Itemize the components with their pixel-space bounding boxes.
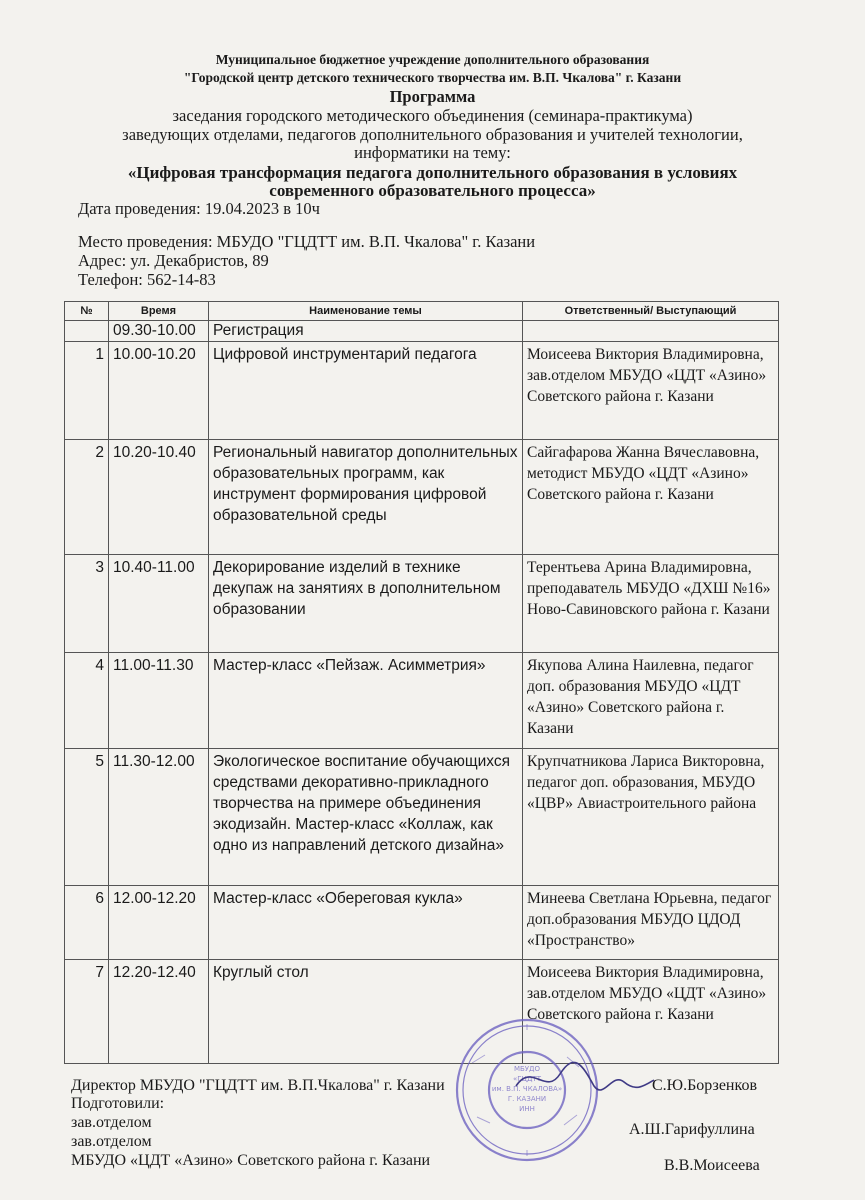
row-responsible: Минеева Светлана Юрьевна, педагог доп.образования МБУДО ЦДОД «Пространство» [523, 886, 779, 960]
row-time: 10.00-10.20 [109, 342, 209, 440]
program-table [64, 301, 779, 1064]
table-row [65, 960, 779, 1064]
registration-label: Регистрация [209, 321, 523, 342]
row-num: 1 [65, 342, 109, 440]
row-time: 12.20-12.40 [109, 960, 209, 1064]
svg-text:Г. КАЗАНИ: Г. КАЗАНИ [507, 1095, 547, 1103]
table-row [65, 342, 779, 440]
col-topic-header: Наименование темы [209, 302, 523, 321]
row-topic: Экологическое воспитание обучающихся средствами декоративно-прикладного творчества на примере объединения экодизайн. Мастер-класс «Коллаж, как одно из направлений детского дизайна» [209, 749, 523, 886]
desc-line-2: заведующих отделами, педагогов дополнительного образования и учителей технологии, [122, 125, 743, 144]
registration-row [65, 321, 779, 342]
table-row [65, 749, 779, 886]
row-num: 2 [65, 440, 109, 555]
row-topic: Региональный навигатор дополнительных образовательных программ, как инструмент формирования цифровой образовательной среды [209, 440, 523, 555]
row-time: 12.00-12.20 [109, 886, 209, 960]
registration-time: 09.30-10.00 [109, 321, 209, 342]
table-header-row [65, 302, 779, 321]
director-signature [512, 1056, 657, 1104]
event-date: Дата проведения: 19.04.2023 в 10ч [78, 199, 320, 218]
svg-text:им. В.П. ЧКАЛОВА»: им. В.П. ЧКАЛОВА» [491, 1085, 563, 1093]
row-num: 7 [65, 960, 109, 1064]
row-responsible: Моисеева Виктория Владимировна, зав.отделом МБУДО «ЦДТ «Азино» Советского района г. Казани [523, 342, 779, 440]
row-responsible: Сайгафарова Жанна Вячеславовна, методист МБУДО «ЦДТ «Азино» Советского района г. Казани [523, 440, 779, 555]
row-topic: Мастер-класс «Обереговая кукла» [209, 886, 523, 960]
topic-line-2: современного образовательного процесса» [269, 181, 596, 200]
event-address: Адрес: ул. Декабристов, 89 [78, 251, 269, 270]
desc-line-1: заседания городского методического объединения (семинара-практикума) [172, 106, 693, 125]
row-num: 4 [65, 653, 109, 749]
event-place: Место проведения: МБУДО "ГЦДТТ им. В.П. Чкалова" г. Казани [78, 232, 536, 251]
row-responsible: Крупчатникова Лариса Викторовна, педагог доп. образования, МБУДО «ЦВР» Авиастроительного района [523, 749, 779, 886]
table-row [65, 653, 779, 749]
col-num-header: № [65, 302, 109, 321]
row-num: 6 [65, 886, 109, 960]
col-resp-header: Ответственный/ Выступающий [523, 302, 779, 321]
org-line-1: Муниципальное бюджетное учреждение дополнительного образования [215, 52, 650, 67]
registration-resp [523, 321, 779, 342]
preparer-name-2: В.В.Моисеева [664, 1157, 760, 1174]
row-responsible: Моисеева Виктория Владимировна, зав.отделом МБУДО «ЦДТ «Азино» Советского района г. Казани [523, 960, 779, 1064]
prepared-label: Подготовили: [71, 1095, 165, 1112]
registration-num [65, 321, 109, 342]
row-topic: Круглый стол [209, 960, 523, 1064]
doc-type: Программа [389, 87, 476, 106]
row-time: 11.30-12.00 [109, 749, 209, 886]
director-name: С.Ю.Борзенков [652, 1077, 757, 1094]
row-time: 11.00-11.30 [109, 653, 209, 749]
director-line: Директор МБУДО "ГЦДТТ им. В.П.Чкалова" г. Казани [71, 1077, 445, 1094]
preparer-org: МБУДО «ЦДТ «Азино» Советского района г. Казани [71, 1152, 431, 1169]
row-num: 5 [65, 749, 109, 886]
role-2: зав.отделом [71, 1133, 152, 1150]
row-topic: Декорирование изделий в технике декупаж на занятиях в дополнительном образовании [209, 555, 523, 653]
row-topic: Цифровой инструментарий педагога [209, 342, 523, 440]
row-num: 3 [65, 555, 109, 653]
row-topic: Мастер-класс «Пейзаж. Асимметрия» [209, 653, 523, 749]
svg-text:МБУДО: МБУДО [513, 1065, 541, 1073]
role-1: зав.отделом [71, 1114, 152, 1131]
table-row [65, 555, 779, 653]
svg-text:ИНН: ИНН [519, 1105, 535, 1113]
row-time: 10.20-10.40 [109, 440, 209, 555]
svg-text:«ГЦДТТ: «ГЦДТТ [512, 1075, 542, 1083]
event-phone: Телефон: 562-14-83 [78, 270, 216, 289]
table-row [65, 886, 779, 960]
org-line-2: "Городской центр детского технического творчества им. В.П. Чкалова" г. Казани [183, 70, 682, 85]
col-time-header: Время [109, 302, 209, 321]
table-row [65, 440, 779, 555]
row-responsible: Якупова Алина Наилевна, педагог доп. образования МБУДО «ЦДТ «Азино» Советского района г. Казани [523, 653, 779, 749]
desc-line-3: информатики на тему: [354, 143, 511, 162]
topic-line-1: «Цифровая трансформация педагога дополнительного образования в условиях [127, 163, 738, 182]
row-time: 10.40-11.00 [109, 555, 209, 653]
row-responsible: Терентьева Арина Владимировна, преподаватель МБУДО «ДХШ №16» Ново-Савиновского района г. Казани [523, 555, 779, 653]
preparer-name-1: А.Ш.Гарифуллина [629, 1121, 755, 1138]
